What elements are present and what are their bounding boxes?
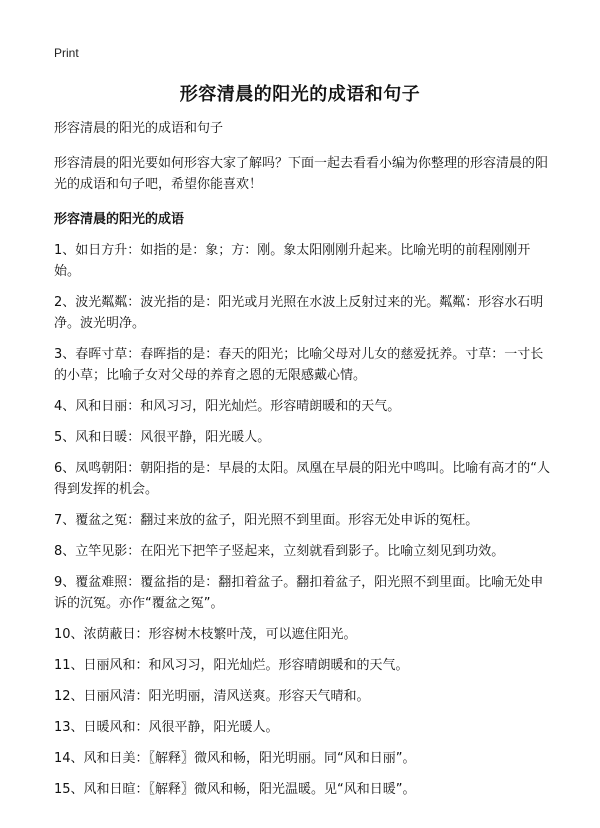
document-body (54, 118, 552, 810)
idiom-item-7: 7、覆盆之冤：翻过来放的盆子，阳光照不到里面。形容无处申诉的冤枉。 (54, 513, 479, 528)
idiom-item-15: 15、风和日暄：〖解释〗微风和畅，阳光温暖。见“风和日暖”。 (54, 782, 416, 797)
idiom-item-5: 5、风和日暖：风很平静，阳光暖人。 (54, 430, 271, 445)
idiom-item-10: 10、浓荫蔽日：形容树木枝繁叶茂，可以遮住阳光。 (54, 627, 357, 642)
idiom-item-1: 1、如日方升：如指的是：象；方：刚。象太阳刚刚升起来。比喻光明的前程刚刚开始。 (54, 243, 531, 279)
idiom-item-12: 12、日丽风清：阳光明丽，清风送爽。形容天气晴和。 (54, 689, 370, 704)
idiom-item-11: 11、日丽风和：和风习习，阳光灿烂。形容晴朗暖和的天气。 (54, 658, 409, 673)
idiom-item-6: 6、凤鸣朝阳：朝阳指的是：早晨的太阳。凤凰在早晨的阳光中鸣叫。比喻有高才的“人得到发挥的机会。 (54, 461, 551, 497)
idiom-item-9: 9、覆盆难照：覆盆指的是：翻扣着盆子。翻扣着盆子，阳光照不到里面。比喻无处申诉的沉冤。亦作“覆盆之冤”。 (54, 575, 544, 611)
idiom-item-2: 2、波光粼粼：波光指的是：阳光或月光照在水波上反射过来的光。粼粼：形容水石明净。波光明净。 (54, 295, 544, 331)
idiom-item-4: 4、风和日丽：和风习习，阳光灿烂。形容晴朗暖和的天气。 (54, 399, 401, 414)
idiom-item-13: 13、日暖风和：风很平静，阳光暖人。 (54, 720, 279, 735)
document-subtitle: 形容清晨的阳光的成语和句子 (54, 121, 224, 136)
print-label: Print (54, 46, 79, 60)
document-title: 形容清晨的阳光的成语和句子 (179, 84, 421, 105)
idiom-item-8: 8、立竿见影：在阳光下把竿子竖起来，立刻就看到影子。比喻立刻见到功效。 (54, 544, 505, 559)
section-heading: 形容清晨的阳光的成语 (54, 212, 185, 227)
intro-paragraph: 形容清晨的阳光要如何形容大家了解吗？下面一起去看看小编为你整理的形容清晨的阳光的成语和句子吧，希望你能喜欢！ (54, 156, 549, 192)
idiom-item-14: 14、风和日美：〖解释〗微风和畅，阳光明丽。同“风和日丽”。 (54, 751, 416, 766)
idiom-item-3: 3、春晖寸草：春晖指的是：春天的阳光；比喻父母对儿女的慈爱抚养。寸草：一寸长的小草；比喻子女对父母的养育之恩的无限感戴心情。 (54, 347, 544, 383)
